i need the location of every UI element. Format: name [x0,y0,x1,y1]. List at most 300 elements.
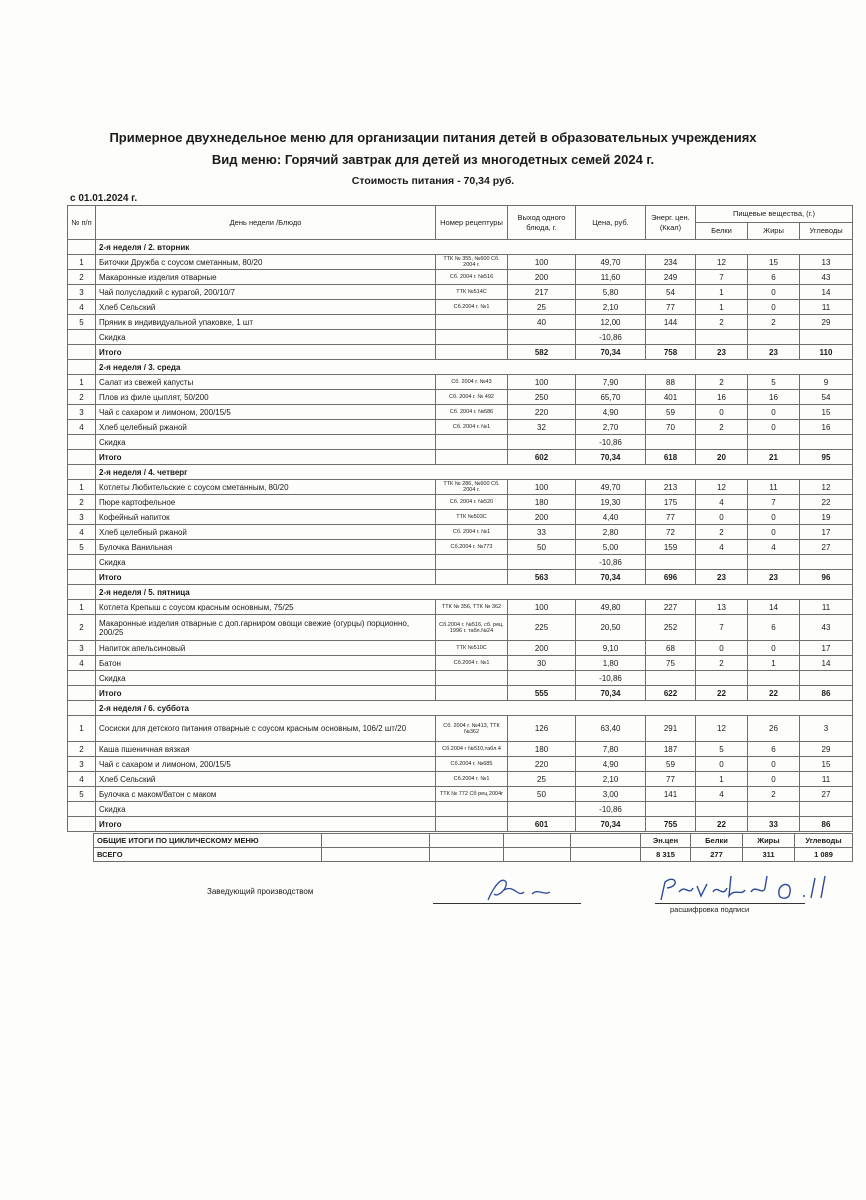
energy-value: 622 [646,686,696,701]
col-fat-header: Жиры [748,223,800,240]
dish-name: Хлеб Сельский [96,772,436,787]
table-row [68,787,853,802]
carbs-value: 29 [800,742,853,757]
recipe-number [436,315,508,330]
table-row [68,671,853,686]
table-row [68,405,853,420]
energy-value: 77 [646,510,696,525]
summary-energy: 8 315 [641,848,691,862]
summary-fat-header: Жиры [743,834,795,848]
dish-name: Напиток апельсиновый [96,641,436,656]
price-value: 2,70 [576,420,646,435]
table-row [68,540,853,555]
row-number [68,570,96,585]
dish-name: Булочка Ванильная [96,540,436,555]
carbs-value: 19 [800,510,853,525]
recipe-number: ТТК № 356, ТТК № 362 [436,600,508,615]
handwritten-signature [480,868,560,908]
yield-value: 32 [508,420,576,435]
yield-value: 601 [508,817,576,832]
energy-value: 144 [646,315,696,330]
carbs-value: 95 [800,450,853,465]
fat-value: 22 [748,686,800,701]
dish-name: Макаронные изделия отварные с доп.гарниром овощи свежие (огурцы) порционно, 200/25 [96,615,436,641]
price-value: -10,86 [576,555,646,570]
row-number [68,686,96,701]
protein-value: 2 [696,315,748,330]
recipe-number: Сб. 2004 г. №1 [436,420,508,435]
carbs-value: 16 [800,420,853,435]
energy-value [646,671,696,686]
table-row [68,757,853,772]
dish-name: Скидка [96,802,436,817]
recipe-number [436,570,508,585]
protein-value: 2 [696,375,748,390]
dish-name: Чай с сахаром и лимоном, 200/15/5 [96,405,436,420]
price-value: 4,90 [576,757,646,772]
carbs-value: 14 [800,285,853,300]
row-number: 3 [68,285,96,300]
protein-value: 7 [696,270,748,285]
col-dish-header: День недели /Блюдо [96,206,436,240]
table-row [68,270,853,285]
row-number: 2 [68,270,96,285]
carbs-value: 22 [800,495,853,510]
yield-value [508,330,576,345]
section-title: 2-я неделя / 3. среда [96,360,853,375]
fat-value: 11 [748,480,800,495]
dish-name: Итого [96,345,436,360]
yield-value: 30 [508,656,576,671]
section-title: 2-я неделя / 5. пятница [96,585,853,600]
dish-name: Булочка с маком/батон с маком [96,787,436,802]
section-title: 2-я неделя / 4. четверг [96,465,853,480]
table-row [68,525,853,540]
dish-name: Скидка [96,555,436,570]
price-value: 49,80 [576,600,646,615]
price-value: 4,40 [576,510,646,525]
price-value: 49,70 [576,255,646,270]
row-number: 4 [68,420,96,435]
fat-value: 23 [748,345,800,360]
row-number: 3 [68,405,96,420]
fat-value: 14 [748,600,800,615]
yield-value [508,555,576,570]
row-number: 5 [68,315,96,330]
col-yield-header: Выход одного блюда, г. [508,206,576,240]
table-row [68,716,853,742]
recipe-number [436,671,508,686]
dish-name: Пряник в индивидуальной упаковке, 1 шт [96,315,436,330]
handwritten-name [655,870,845,906]
fat-value [748,802,800,817]
document-subtitle: Вид меню: Горячий завтрак для детей из многодетных семей 2024 г. [211,152,655,167]
price-value: 70,34 [576,450,646,465]
carbs-value: 11 [800,772,853,787]
energy-value: 77 [646,772,696,787]
recipe-number [436,555,508,570]
price-value: -10,86 [576,671,646,686]
yield-value: 225 [508,615,576,641]
dish-name: Каша пшеничная вязкая [96,742,436,757]
dish-name: Скидка [96,330,436,345]
summary-label: ОБЩИЕ ИТОГИ ПО ЦИКЛИЧЕСКОМУ МЕНЮ [94,834,322,848]
yield-value [508,435,576,450]
fat-value: 0 [748,285,800,300]
row-number [68,330,96,345]
table-row [68,772,853,787]
price-value: 5,80 [576,285,646,300]
price-value: 7,90 [576,375,646,390]
carbs-value: 96 [800,570,853,585]
price-value: 5,00 [576,540,646,555]
energy-value: 755 [646,817,696,832]
price-value: 7,80 [576,742,646,757]
recipe-number [436,686,508,701]
summary-total-label: ВСЕГО [94,848,322,862]
price-value: 1,80 [576,656,646,671]
protein-value: 20 [696,450,748,465]
price-value: 49,70 [576,480,646,495]
fat-value: 4 [748,540,800,555]
carbs-value: 54 [800,390,853,405]
yield-value: 25 [508,772,576,787]
protein-value: 5 [696,742,748,757]
summary-protein: 277 [691,848,743,862]
col-recipe-header: Номер рецептуры [436,206,508,240]
table-row [68,555,853,570]
row-number [68,450,96,465]
price-value: 70,34 [576,817,646,832]
protein-value: 2 [696,420,748,435]
recipe-number [436,450,508,465]
price-value: 2,10 [576,300,646,315]
carbs-value [800,555,853,570]
fat-value: 0 [748,405,800,420]
carbs-value: 17 [800,641,853,656]
fat-value: 23 [748,570,800,585]
energy-value [646,802,696,817]
effective-date: с 01.01.2024 г. [70,193,138,204]
carbs-value: 9 [800,375,853,390]
dish-name: Скидка [96,671,436,686]
total-row [68,817,853,832]
row-number: 3 [68,757,96,772]
section-num [68,240,96,255]
protein-value: 23 [696,345,748,360]
yield-value: 126 [508,716,576,742]
row-number: 2 [68,742,96,757]
row-number [68,802,96,817]
col-nutrients-header: Пищевые вещества, (г.) [696,206,853,223]
dish-name: Котлеты Любительские с соусом сметанным, 80/20 [96,480,436,495]
row-number: 2 [68,495,96,510]
section-num [68,585,96,600]
energy-value: 758 [646,345,696,360]
protein-value: 22 [696,686,748,701]
recipe-number: Сб.2004 г. №685 [436,757,508,772]
row-number: 4 [68,656,96,671]
energy-value: 249 [646,270,696,285]
row-number [68,555,96,570]
row-number: 3 [68,641,96,656]
dish-name: Салат из свежей капусты [96,375,436,390]
carbs-value: 86 [800,817,853,832]
fat-value [748,435,800,450]
col-energy-header: Энерг. цен. (Ккал) [646,206,696,240]
recipe-number: Сб. 2004 г. № 492 [436,390,508,405]
row-number: 4 [68,525,96,540]
fat-value: 15 [748,255,800,270]
carbs-value: 11 [800,600,853,615]
recipe-number: Сб. 2004 г. №1 [436,525,508,540]
table-row [68,285,853,300]
energy-value [646,555,696,570]
yield-value: 50 [508,787,576,802]
summary-carbs-header: Углеводы [795,834,853,848]
recipe-number: ТТК № 286, №600 Сб. 2004 г. [436,480,508,495]
protein-value: 16 [696,390,748,405]
protein-value: 12 [696,255,748,270]
dish-name: Хлеб целебный ржаной [96,525,436,540]
table-row [68,375,853,390]
row-number [68,817,96,832]
col-carbs-header: Углеводы [800,223,853,240]
carbs-value: 14 [800,656,853,671]
yield-value: 25 [508,300,576,315]
fat-value: 0 [748,641,800,656]
yield-value: 602 [508,450,576,465]
recipe-number: ТТК № 772 Сб рец 2004г [436,787,508,802]
carbs-value: 27 [800,787,853,802]
carbs-value: 13 [800,255,853,270]
price-value: -10,86 [576,802,646,817]
signature-decode-label: расшифровка подписи [670,905,750,914]
dish-name: Пюре картофельное [96,495,436,510]
table-row [68,802,853,817]
recipe-number [436,802,508,817]
carbs-value: 43 [800,615,853,641]
carbs-value: 29 [800,315,853,330]
energy-value: 68 [646,641,696,656]
protein-value: 4 [696,787,748,802]
recipe-number [436,435,508,450]
fat-value: 1 [748,656,800,671]
fat-value: 26 [748,716,800,742]
yield-value: 217 [508,285,576,300]
protein-value: 0 [696,405,748,420]
protein-value: 12 [696,716,748,742]
recipe-number: Сб. 2004 г. №413, ТТК №362 [436,716,508,742]
price-value: -10,86 [576,435,646,450]
section-row [68,701,853,716]
menu-body [68,240,853,832]
summary-table [93,833,853,862]
protein-value: 12 [696,480,748,495]
menu-table [67,205,853,832]
table-row [68,495,853,510]
carbs-value: 3 [800,716,853,742]
fat-value: 6 [748,270,800,285]
table-row [68,742,853,757]
dish-name: Батон [96,656,436,671]
price-value: 70,34 [576,345,646,360]
protein-value: 4 [696,495,748,510]
row-number: 4 [68,300,96,315]
row-number: 1 [68,600,96,615]
dish-name: Скидка [96,435,436,450]
recipe-number: ТТК №510С [436,641,508,656]
protein-value: 1 [696,300,748,315]
energy-value: 227 [646,600,696,615]
carbs-value [800,435,853,450]
recipe-number: Сб.2004 г №510,табл.4 [436,742,508,757]
recipe-number [436,330,508,345]
yield-value: 200 [508,270,576,285]
row-number: 2 [68,615,96,641]
yield-value: 50 [508,540,576,555]
dish-name: Хлеб целебный ржаной [96,420,436,435]
row-number: 1 [68,375,96,390]
table-row [68,600,853,615]
yield-value [508,802,576,817]
fat-value: 16 [748,390,800,405]
yield-value: 220 [508,405,576,420]
fat-value: 33 [748,817,800,832]
carbs-value [800,671,853,686]
energy-value: 54 [646,285,696,300]
energy-value: 213 [646,480,696,495]
fat-value: 0 [748,525,800,540]
protein-value: 0 [696,757,748,772]
dish-name: Итого [96,570,436,585]
energy-value: 75 [646,656,696,671]
protein-value: 2 [696,525,748,540]
section-row [68,240,853,255]
protein-value [696,330,748,345]
row-number: 5 [68,787,96,802]
col-protein-header: Белки [696,223,748,240]
fat-value: 6 [748,742,800,757]
energy-value: 696 [646,570,696,585]
fat-value [748,330,800,345]
protein-value: 22 [696,817,748,832]
fat-value: 0 [748,772,800,787]
yield-value: 100 [508,255,576,270]
fat-value [748,671,800,686]
summary-energy-header: Эн.цен [641,834,691,848]
energy-value: 401 [646,390,696,405]
protein-value: 13 [696,600,748,615]
dish-name: Чай с сахаром и лимоном, 200/15/5 [96,757,436,772]
table-row [68,615,853,641]
energy-value: 59 [646,405,696,420]
dish-name: Итого [96,686,436,701]
energy-value: 618 [646,450,696,465]
yield-value: 250 [508,390,576,405]
yield-value [508,671,576,686]
fat-value: 21 [748,450,800,465]
dish-name: Итого [96,817,436,832]
table-row [68,656,853,671]
carbs-value: 15 [800,757,853,772]
table-row [68,420,853,435]
protein-value: 2 [696,656,748,671]
carbs-value: 86 [800,686,853,701]
protein-value: 0 [696,641,748,656]
table-row [68,510,853,525]
recipe-number: Сб.2004 г. №516, сб. рец. 1996 г. табл.№24 [436,615,508,641]
protein-value: 0 [696,510,748,525]
energy-value: 187 [646,742,696,757]
carbs-value: 11 [800,300,853,315]
dish-name: Сосиски для детского питания отварные с соусом красным основным, 106/2 шт/20 [96,716,436,742]
energy-value: 72 [646,525,696,540]
yield-value: 33 [508,525,576,540]
row-number: 3 [68,510,96,525]
protein-value: 4 [696,540,748,555]
recipe-number: ТТК №514С [436,285,508,300]
recipe-number: ТТК №503С [436,510,508,525]
energy-value: 77 [646,300,696,315]
protein-value [696,802,748,817]
total-row [68,450,853,465]
yield-value: 40 [508,315,576,330]
summary-protein-header: Белки [691,834,743,848]
row-number: 1 [68,255,96,270]
section-row [68,360,853,375]
fat-value: 7 [748,495,800,510]
fat-value: 5 [748,375,800,390]
energy-value: 175 [646,495,696,510]
table-row [68,315,853,330]
carbs-value: 12 [800,480,853,495]
energy-value: 159 [646,540,696,555]
col-num-header: № п/п [68,206,96,240]
row-number [68,345,96,360]
recipe-number: Сб.2004 г. №1 [436,772,508,787]
carbs-value: 110 [800,345,853,360]
row-number [68,671,96,686]
price-value: 2,10 [576,772,646,787]
col-price-header: Цена, руб. [576,206,646,240]
section-title: 2-я неделя / 6. суббота [96,701,853,716]
protein-value [696,555,748,570]
protein-value [696,435,748,450]
fat-value [748,555,800,570]
fat-value: 0 [748,510,800,525]
energy-value [646,435,696,450]
protein-value [696,671,748,686]
dish-name: Котлета Крепыш с соусом красным основным, 75/25 [96,600,436,615]
protein-value: 1 [696,772,748,787]
row-number [68,435,96,450]
carbs-value [800,802,853,817]
dish-name: Чай полусладкий с курагой, 200/10/7 [96,285,436,300]
yield-value: 180 [508,742,576,757]
yield-value: 100 [508,600,576,615]
recipe-number: Сб.2004 г. №1 [436,300,508,315]
row-number: 1 [68,716,96,742]
price-value: 9,10 [576,641,646,656]
recipe-number: Сб. 2004 г. №516 [436,270,508,285]
dish-name: Кофейный напиток [96,510,436,525]
recipe-number: Сб.2004 г. №1 [436,656,508,671]
price-value: 19,30 [576,495,646,510]
dish-name: Хлеб Сельский [96,300,436,315]
recipe-number [436,817,508,832]
price-value: 11,60 [576,270,646,285]
